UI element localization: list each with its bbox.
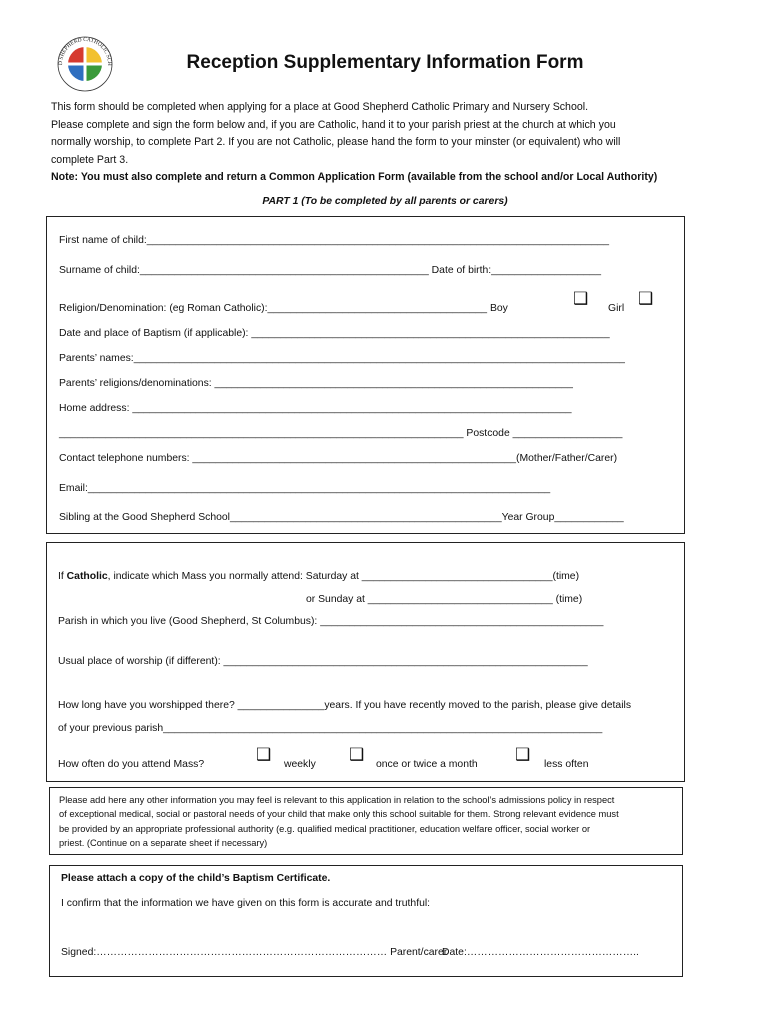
signature-field[interactable]: Signed:………………………………………………………………………… Parent/carer bbox=[61, 947, 448, 958]
religion-field[interactable]: Religion/Denomination: (eg Roman Catholic):______________________________________ Boy bbox=[59, 303, 508, 314]
confirm-statement: I confirm that the information we have given on this form is accurate and truthful: bbox=[61, 898, 431, 909]
less-often-label: less often bbox=[544, 759, 589, 770]
usual-worship-field[interactable]: Usual place of worship (if different): _______________________________________________________________ bbox=[58, 656, 588, 667]
intro-note: Note: You must also complete and return a Common Application Form (available from the school and/or Local Authority) bbox=[51, 171, 658, 183]
parish-field[interactable]: Parish in which you live (Good Shepherd, St Columbus): _________________________________________________ bbox=[58, 616, 604, 627]
other-info-line: of exceptional medical, social or pastoral needs of your child that make only this school suitable for them. Strong relevant evidence must bbox=[59, 809, 619, 820]
parents-religions-field[interactable]: Parents’ religions/denominations: ______________________________________________________________ bbox=[59, 378, 573, 389]
mass-rest: , indicate which Mass you normally attend: Saturday at _________________________________(time) bbox=[107, 571, 580, 582]
mass-attend-field[interactable] bbox=[58, 571, 579, 582]
home-address-field[interactable]: Home address: ____________________________________________________________________________ bbox=[59, 403, 572, 414]
previous-parish-field[interactable]: of your previous parish____________________________________________________________________________ bbox=[58, 723, 603, 734]
monthly-checkbox[interactable]: ❑ bbox=[349, 745, 365, 764]
part1-heading: PART 1 (To be completed by all parents or carers) bbox=[262, 196, 508, 207]
girl-checkbox[interactable]: ❑ bbox=[638, 289, 654, 308]
less-often-checkbox[interactable]: ❑ bbox=[515, 745, 531, 764]
other-info-line: Please add here any other information you may feel is relevant to this application in relation to the school’s admissions policy in respect bbox=[59, 795, 615, 805]
intro-line: normally worship, to complete Part 2. If you are not Catholic, please hand the form to your minster (or equivalent) who will bbox=[51, 136, 621, 148]
boy-checkbox[interactable]: ❑ bbox=[573, 289, 589, 308]
how-long-field[interactable]: How long have you worshipped there? _______________years. If you have recently moved to the parish, please give details bbox=[58, 700, 632, 711]
other-info-line: be provided by an appropriate professional authority (e.g. qualified medical practitioner, education welfare officer, social worker or bbox=[59, 823, 591, 834]
other-info-text bbox=[59, 793, 677, 851]
logo-text: D SHEPHERD CATHOLIC SCH bbox=[57, 36, 113, 66]
other-info-line: priest. (Continue on a separate sheet if necessary) bbox=[59, 838, 268, 849]
weekly-checkbox[interactable]: ❑ bbox=[256, 745, 272, 764]
monthly-label: once or twice a month bbox=[376, 759, 478, 770]
intro-line: complete Part 3. bbox=[51, 153, 129, 166]
intro-text bbox=[51, 99, 731, 187]
sunday-mass-field[interactable]: or Sunday at ________________________________ (time) bbox=[306, 594, 583, 605]
intro-line: Please complete and sign the form below and, if you are Catholic, hand it to your parish priest at the church at which you bbox=[51, 118, 616, 131]
intro-line: This form should be completed when applying for a place at Good Shepherd Catholic Primary and Nursery School. bbox=[51, 101, 589, 113]
girl-label: Girl bbox=[608, 303, 625, 314]
how-often-label: How often do you attend Mass? bbox=[58, 759, 205, 770]
address-postcode-field[interactable]: ______________________________________________________________________ Postcode ___________________ bbox=[59, 428, 623, 439]
date-field[interactable]: Date:………………………………………….. bbox=[442, 947, 639, 958]
sibling-field[interactable]: Sibling at the Good Shepherd School_______________________________________________Year Group____________ bbox=[59, 512, 624, 523]
surname-dob-field[interactable]: Surname of child:__________________________________________________ Date of birth:___________________ bbox=[59, 265, 601, 276]
weekly-label: weekly bbox=[284, 759, 316, 770]
first-name-field[interactable]: First name of child:________________________________________________________________________________ bbox=[59, 235, 610, 246]
mass-prefix: If bbox=[58, 571, 67, 582]
attach-certificate-note: Please attach a copy of the child’s Baptism Certificate. bbox=[61, 873, 331, 884]
email-field[interactable]: Email:________________________________________________________________________________ bbox=[59, 483, 551, 494]
form-title: Reception Supplementary Information Form bbox=[186, 52, 584, 73]
baptism-field[interactable]: Date and place of Baptism (if applicable): ______________________________________________________________ bbox=[59, 328, 610, 339]
contact-phone-field[interactable]: Contact telephone numbers: ________________________________________________________(Mother/Father/Carer) bbox=[59, 453, 618, 464]
mass-catholic-bold: Catholic bbox=[66, 571, 108, 582]
parents-names-field[interactable]: Parents’ names:_____________________________________________________________________________________ bbox=[59, 353, 625, 364]
